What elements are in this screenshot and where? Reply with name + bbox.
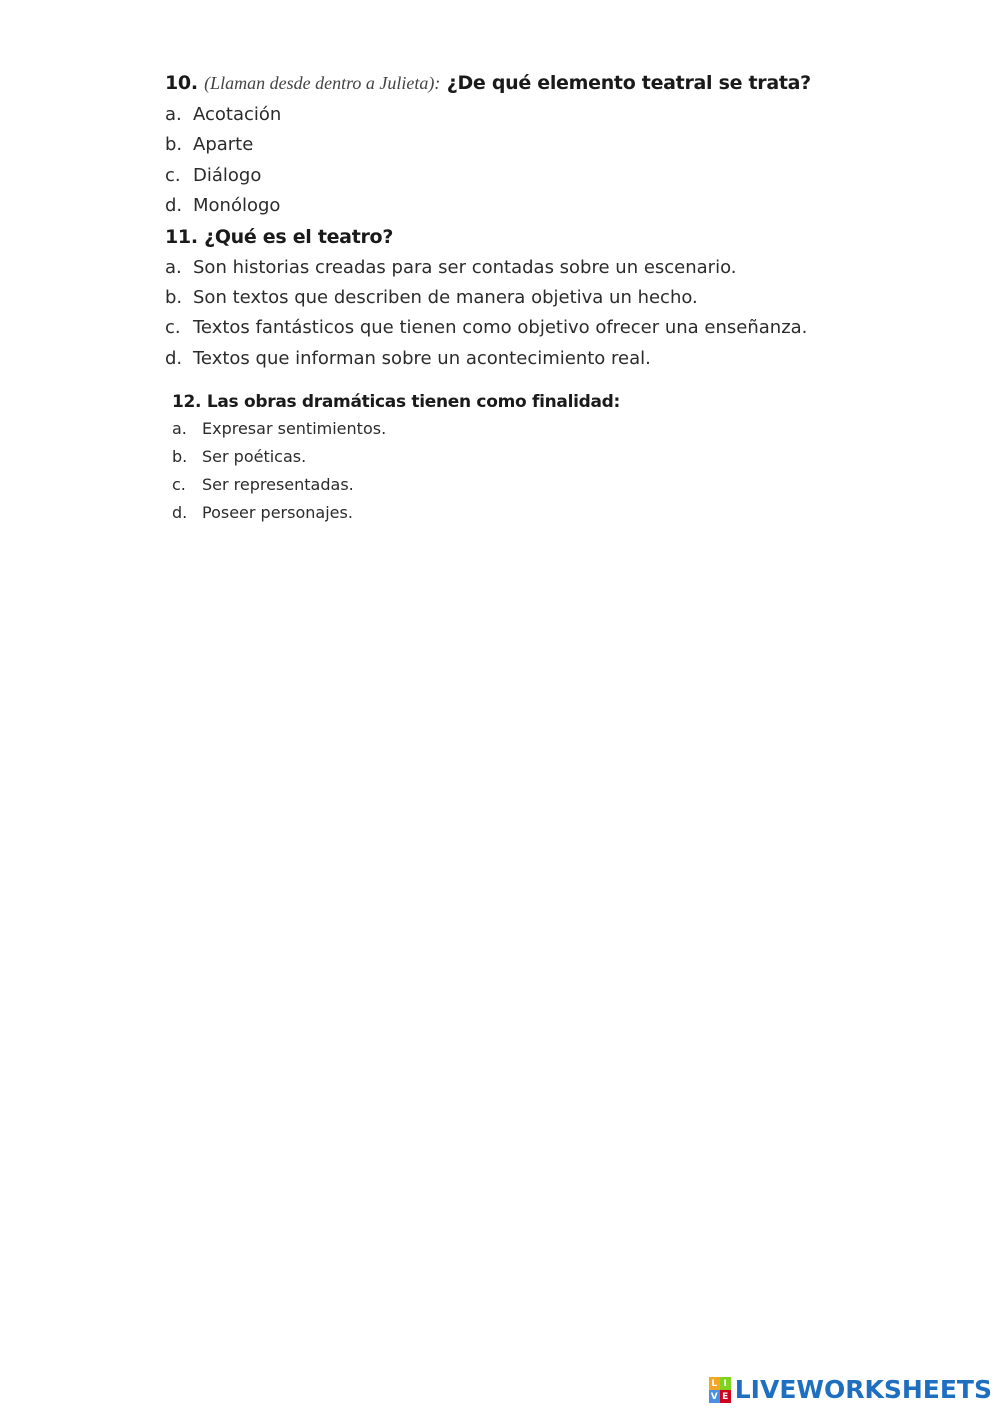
option-c[interactable] — [165, 316, 807, 340]
option-a[interactable] — [165, 103, 281, 127]
liveworksheets-logo — [709, 1375, 992, 1405]
option-letter: b. — [165, 134, 183, 155]
option-b[interactable] — [165, 286, 698, 310]
question-stage-quote: (Llaman desde dentro a Julieta): — [204, 73, 441, 93]
badge-letter-l: L — [709, 1377, 720, 1390]
badge-letter-v: V — [709, 1390, 720, 1403]
option-letter: a. — [165, 257, 182, 278]
option-letter: b. — [165, 287, 183, 308]
option-text: Poseer personajes. — [202, 503, 353, 522]
option-b[interactable] — [165, 133, 253, 157]
question-number: 11. — [165, 226, 198, 248]
option-text: Ser poéticas. — [202, 447, 307, 466]
option-a[interactable] — [165, 256, 737, 280]
option-text: Textos fantásticos que tienen como objetivo ofrecer una enseñanza. — [193, 317, 808, 338]
question-number: 12. — [172, 392, 202, 412]
live-badge-icon — [709, 1377, 731, 1403]
option-text: Son textos que describen de manera objetiva un hecho. — [193, 287, 698, 308]
option-c[interactable] — [172, 473, 354, 497]
option-d[interactable] — [165, 194, 280, 218]
badge-letter-e: E — [720, 1390, 731, 1403]
question-number: 10. — [165, 72, 198, 94]
option-letter: d. — [165, 348, 183, 369]
option-letter: c. — [165, 165, 181, 186]
option-text: Monólogo — [193, 195, 281, 216]
option-letter: b. — [172, 447, 188, 466]
option-letter: d. — [165, 195, 183, 216]
option-letter: a. — [165, 104, 182, 125]
option-text: Textos que informan sobre un acontecimiento real. — [193, 348, 651, 369]
option-c[interactable] — [165, 164, 261, 188]
question-text: ¿De qué elemento teatral se trata? — [446, 72, 811, 94]
question-title — [165, 226, 393, 248]
option-letter: a. — [172, 419, 187, 438]
option-text: Diálogo — [193, 165, 262, 186]
option-text: Acotación — [193, 104, 282, 125]
question-title — [172, 391, 620, 413]
option-d[interactable] — [172, 501, 353, 525]
option-letter: c. — [165, 317, 181, 338]
option-letter: d. — [172, 503, 188, 522]
brand-name: LIVEWORKSHEETS — [734, 1375, 992, 1404]
question-title — [165, 72, 811, 94]
question-text: Las obras dramáticas tienen como finalidad: — [206, 392, 621, 412]
option-text: Ser representadas. — [202, 475, 354, 494]
option-a[interactable] — [172, 417, 386, 441]
option-text: Son historias creadas para ser contadas sobre un escenario. — [193, 257, 737, 278]
badge-letter-i: I — [720, 1377, 731, 1390]
option-text: Aparte — [193, 134, 254, 155]
option-d[interactable] — [165, 347, 651, 371]
option-b[interactable] — [172, 445, 306, 469]
option-letter: c. — [172, 475, 186, 494]
question-text: ¿Qué es el teatro? — [204, 226, 394, 248]
option-text: Expresar sentimientos. — [202, 419, 387, 438]
